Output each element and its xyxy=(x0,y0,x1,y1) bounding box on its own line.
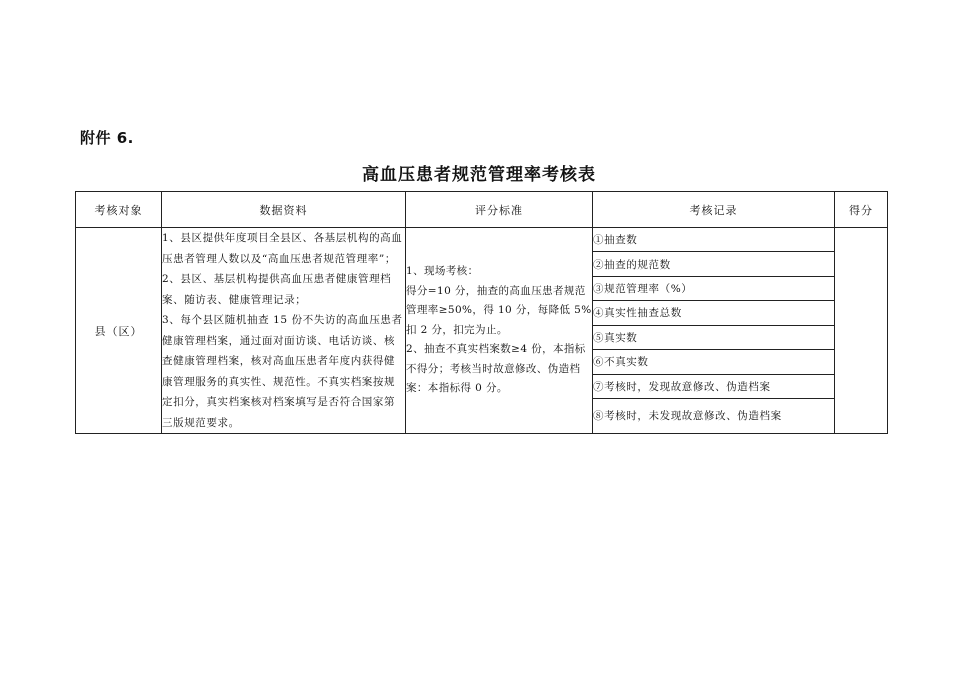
record-item-1: ①抽查数 xyxy=(593,228,835,252)
score-cell[interactable] xyxy=(835,228,888,434)
record-item-7: ⑦考核时，发现故意修改、伪造档案 xyxy=(593,374,835,398)
record-item-8: ⑧考核时，未发现故意修改、伪造档案 xyxy=(593,398,835,433)
attachment-label: 附件 6. xyxy=(80,129,134,147)
header-target: 考核对象 xyxy=(76,192,162,228)
header-row xyxy=(76,192,888,228)
criteria-paragraph-1: 1、现场考核： xyxy=(406,265,479,278)
document-title: 高血压患者规范管理率考核表 xyxy=(362,165,596,185)
header-record: 考核记录 xyxy=(593,192,835,228)
assessment-table xyxy=(75,191,888,434)
record-item-4: ④真实性抽查总数 xyxy=(593,301,835,325)
record-item-6: ⑥不真实数 xyxy=(593,350,835,374)
record-item-5: ⑤真实数 xyxy=(593,325,835,349)
header-data: 数据资料 xyxy=(162,192,406,228)
table-row xyxy=(76,228,888,252)
data-paragraph-2: 2、县区、基层机构提供高血压患者健康管理档案、随访表、健康管理记录； xyxy=(162,273,392,306)
record-item-3: ③规范管理率（%） xyxy=(593,276,835,300)
data-paragraph-1: 1、县区提供年度项目全县区、各基层机构的高血压患者管理人数以及“高血压患者规范管理率”； xyxy=(162,232,403,265)
header-score: 得分 xyxy=(835,192,888,228)
record-item-2: ②抽查的规范数 xyxy=(593,252,835,276)
target-cell: 县（区） xyxy=(76,228,162,434)
data-cell xyxy=(162,228,406,434)
header-criteria: 评分标准 xyxy=(406,192,593,228)
criteria-paragraph-2: 得分=10 分，抽查的高血压患者规范管理率≥50%，得 10 分，每降低 5%扣 2 分，扣完为止。 xyxy=(406,284,592,336)
criteria-cell xyxy=(406,228,593,434)
data-paragraph-3: 3、每个县区随机抽查 15 份不失访的高血压患者健康管理档案，通过面对面访谈、电话访谈、核查健康管理档案，核对高血压患者年度内获得健康管理服务的真实性、规范性。不真实档案按规定扣分，真实档案核对档案填写是否符合国家第三版规范要求。 xyxy=(162,314,403,429)
criteria-paragraph-3: 2、抽查不真实档案数≥4 份，本指标不得分；考核当时故意修改、伪造档案：本指标得 0 分。 xyxy=(406,343,586,395)
